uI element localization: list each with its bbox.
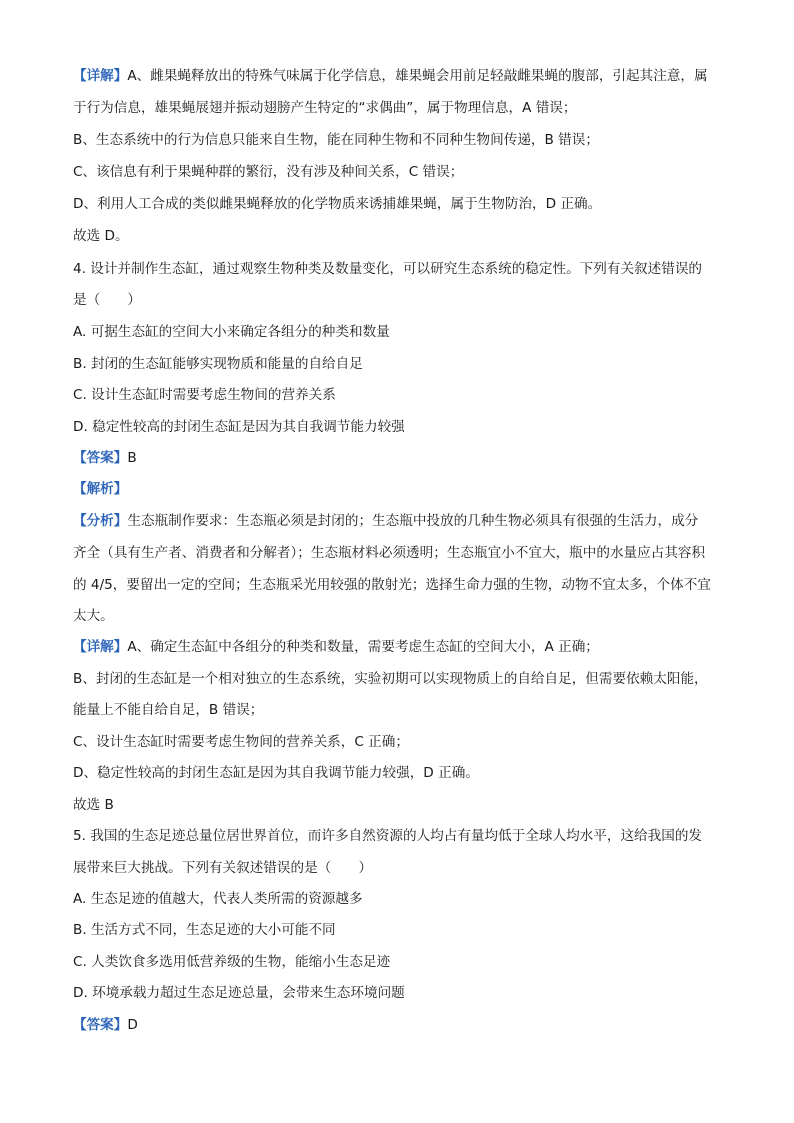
- answer-value: B: [127, 450, 137, 466]
- q4-detail-line-2: B、封闭的生态缸是一个相对独立的生态系统，实验初期可以实现物质上的自给自足，但需要依赖太阳能，: [73, 671, 708, 687]
- q5-stem-line-2: 展带来巨大挑战。下列有关叙述错误的是（ ）: [73, 860, 373, 876]
- q4-conclusion: 故选 B: [73, 797, 114, 813]
- q5-option-b: B. 生活方式不同，生态足迹的大小可能不同: [73, 922, 336, 938]
- q4-detail-line-3: 能量上不能自给自足，B 错误；: [73, 702, 264, 718]
- detail-tag: 【详解】: [73, 68, 128, 84]
- q4-detail-line-4: C、设计生态缸时需要考虑生物间的营养关系，C 正确；: [73, 734, 409, 750]
- q4-option-a: A. 可据生态缸的空间大小来确定各组分的种类和数量: [73, 324, 390, 340]
- answer-tag: 【答案】: [73, 1017, 128, 1033]
- q4-answer: [73, 448, 733, 468]
- q5-answer: [73, 1015, 733, 1035]
- q3-conclusion: 故选 D。: [73, 228, 129, 244]
- q3-detail-line-3: B、生态系统中的行为信息只能来自生物，能在同种生物和不同种生物间传递，B 错误；: [73, 132, 599, 148]
- q4-fenxi-line-3: 的 4/5，要留出一定的空间；生态瓶采光用较强的散射光；选择生命力强的生物，动物不宜太多，个体不宜: [73, 577, 711, 593]
- q3-detail-line-5: D、利用人工合成的类似雌果蝇释放的化学物质来诱捕雄果蝇，属于生物防治，D 正确。: [73, 196, 602, 212]
- q4-fenxi-line-1: 【分析】生态瓶制作要求：生态瓶必须是封闭的；生态瓶中投放的几种生物必须具有很强的生活力，成分: [73, 513, 699, 529]
- q4-analysis-heading: [73, 479, 733, 499]
- q5-option-c: C. 人类饮食多选用低营养级的生物，能缩小生态足迹: [73, 954, 391, 970]
- q4-option-c: C. 设计生态缸时需要考虑生物间的营养关系: [73, 387, 336, 403]
- q5-stem-line-1: 5. 我国的生态足迹总量位居世界首位，而许多自然资源的人均占有量均低于全球人均水平，这给我国的发: [73, 828, 703, 844]
- q5-option-a: A. 生态足迹的值越大，代表人类所需的资源越多: [73, 891, 363, 907]
- q3-detail-line-1: 【详解】A、雌果蝇释放出的特殊气味属于化学信息，雄果蝇会用前足轻敲雌果蝇的腹部，引起其注意，属: [73, 68, 708, 84]
- q4-stem-line-1: 4. 设计并制作生态缸，通过观察生物种类及数量变化，可以研究生态系统的稳定性。下列有关叙述错误的: [73, 261, 703, 277]
- answer-tag: 【答案】: [73, 450, 128, 466]
- q4-fenxi-line-2: 齐全（具有生产者、消费者和分解者）；生态瓶材料必须透明；生态瓶宜小不宜大，瓶中的水量应占其容积: [73, 545, 706, 561]
- answer-value: D: [127, 1017, 138, 1033]
- q5-option-d: D. 环境承载力超过生态足迹总量，会带来生态环境问题: [73, 985, 405, 1001]
- detail-tag: 【详解】: [73, 639, 128, 655]
- q3-detail-line-2: 于行为信息，雄果蝇展翅并振动翅膀产生特定的“求偶曲”，属于物理信息，A 错误；: [73, 100, 577, 116]
- q4-fenxi-line-4: 太大。: [73, 608, 114, 624]
- q4-stem-line-2: 是（ ）: [73, 292, 141, 308]
- q3-detail-line-4: C、该信息有利于果蝇种群的繁衍，没有涉及种间关系，C 错误；: [73, 164, 464, 180]
- q4-detail-line-5: D、稳定性较高的封闭生态缸是因为其自我调节能力较强，D 正确。: [73, 765, 479, 781]
- q4-option-b: B. 封闭的生态缸能够实现物质和能量的自给自足: [73, 356, 363, 372]
- analysis-tag: 【解析】: [73, 481, 128, 497]
- q4-detail-line-1: 【详解】A、确定生态缸中各组分的种类和数量，需要考虑生态缸的空间大小，A 正确；: [73, 639, 599, 655]
- fenxi-tag: 【分析】: [73, 513, 128, 529]
- q4-option-d: D. 稳定性较高的封闭生态缸是因为其自我调节能力较强: [73, 419, 405, 435]
